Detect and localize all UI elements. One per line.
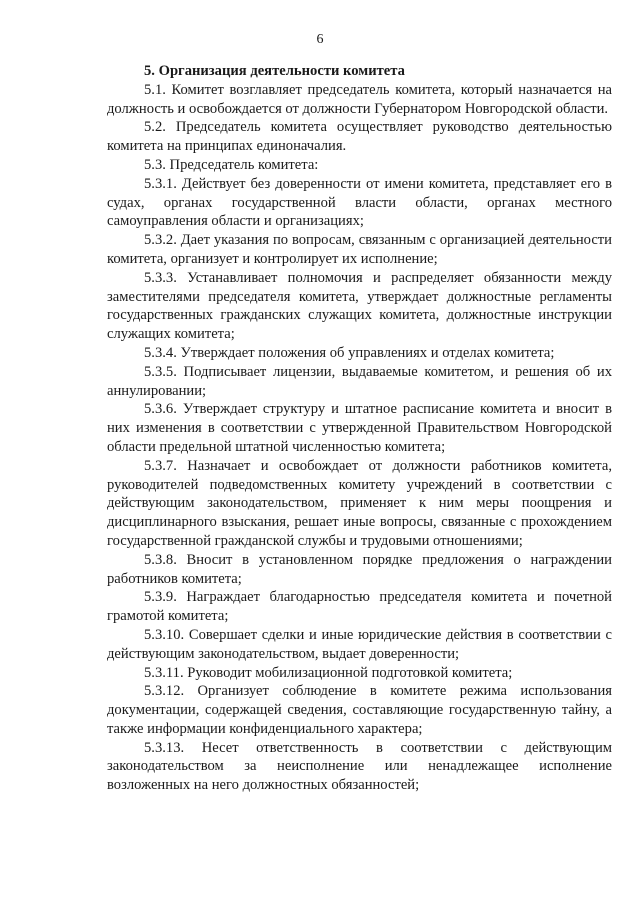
paragraph-5-3-13: 5.3.13. Несет ответственность в соответствии с действующим законодательством за неисполнение или ненадлежащее исполнение возложенных на него должностных обязанностей;: [107, 739, 612, 794]
page-number: 6: [316, 32, 324, 47]
paragraph-5-3-7: 5.3.7. Назначает и освобождает от должности работников комитета, руководителей подведомственных комитету учреждений в соответствии с действующим законодательством, применяет к ним меры поощрения и дисциплинарного взыскания, решает иные вопросы, связанные с прохождением государственной гражданской службы и трудовыми отношениями;: [107, 457, 612, 549]
paragraph-5-3-5: 5.3.5. Подписывает лицензии, выдаваемые комитетом, и решения об их аннулировании;: [107, 363, 612, 399]
paragraph-5-3-2: 5.3.2. Дает указания по вопросам, связанным с организацией деятельности комитета, организует и контролирует их исполнение;: [107, 232, 612, 267]
paragraph-5-3-1: 5.3.1. Действует без доверенности от имени комитета, представляет его в судах, органах государственной власти области, органах местного самоуправления области и организациях;: [107, 175, 612, 230]
paragraph-5-3-8: 5.3.8. Вносит в установленном порядке предложения о награждении работников комитета;: [107, 551, 612, 587]
paragraph-5-3-3: 5.3.3. Устанавливает полномочия и распределяет обязанности между заместителями председателя комитета, утверждает должностные регламенты государственных гражданских служащих комитета, должностные инструкции служащих комитета;: [107, 269, 612, 343]
paragraph-5-2: 5.2. Председатель комитета осуществляет руководство деятельностью комитета на принципах единоначалия.: [107, 119, 612, 155]
paragraph-5-3-12: 5.3.12. Организует соблюдение в комитете режима использования документации, содержащей сведения, составляющие государственную тайну, а также информации конфиденциального характера;: [107, 683, 612, 737]
section-heading: 5. Организация деятельности комитета: [144, 63, 405, 79]
paragraph-5-3-11: 5.3.11. Руководит мобилизационной подготовкой комитета;: [144, 664, 513, 681]
paragraph-5-3-4: 5.3.4. Утверждает положения об управлениях и отделах комитета;: [144, 344, 555, 361]
paragraph-5-3-9: 5.3.9. Награждает благодарностью председателя комитета и почетной грамотой комитета;: [107, 589, 612, 625]
paragraph-5-3: 5.3. Председатель комитета:: [144, 156, 319, 173]
paragraph-5-1: 5.1. Комитет возглавляет председатель комитета, который назначается на должность и освобождается от должности Губернатором Новгородской области.: [107, 81, 612, 117]
document-body: [107, 62, 612, 795]
paragraph-5-3-10: 5.3.10. Совершает сделки и иные юридические действия в соответствии с действующим законодательством, выдает доверенности;: [107, 626, 612, 662]
paragraph-5-3-6: 5.3.6. Утверждает структуру и штатное расписание комитета и вносит в них изменения в соответствии с утвержденной Правительством Новгородской области предельной штатной численностью комитета;: [107, 401, 612, 455]
